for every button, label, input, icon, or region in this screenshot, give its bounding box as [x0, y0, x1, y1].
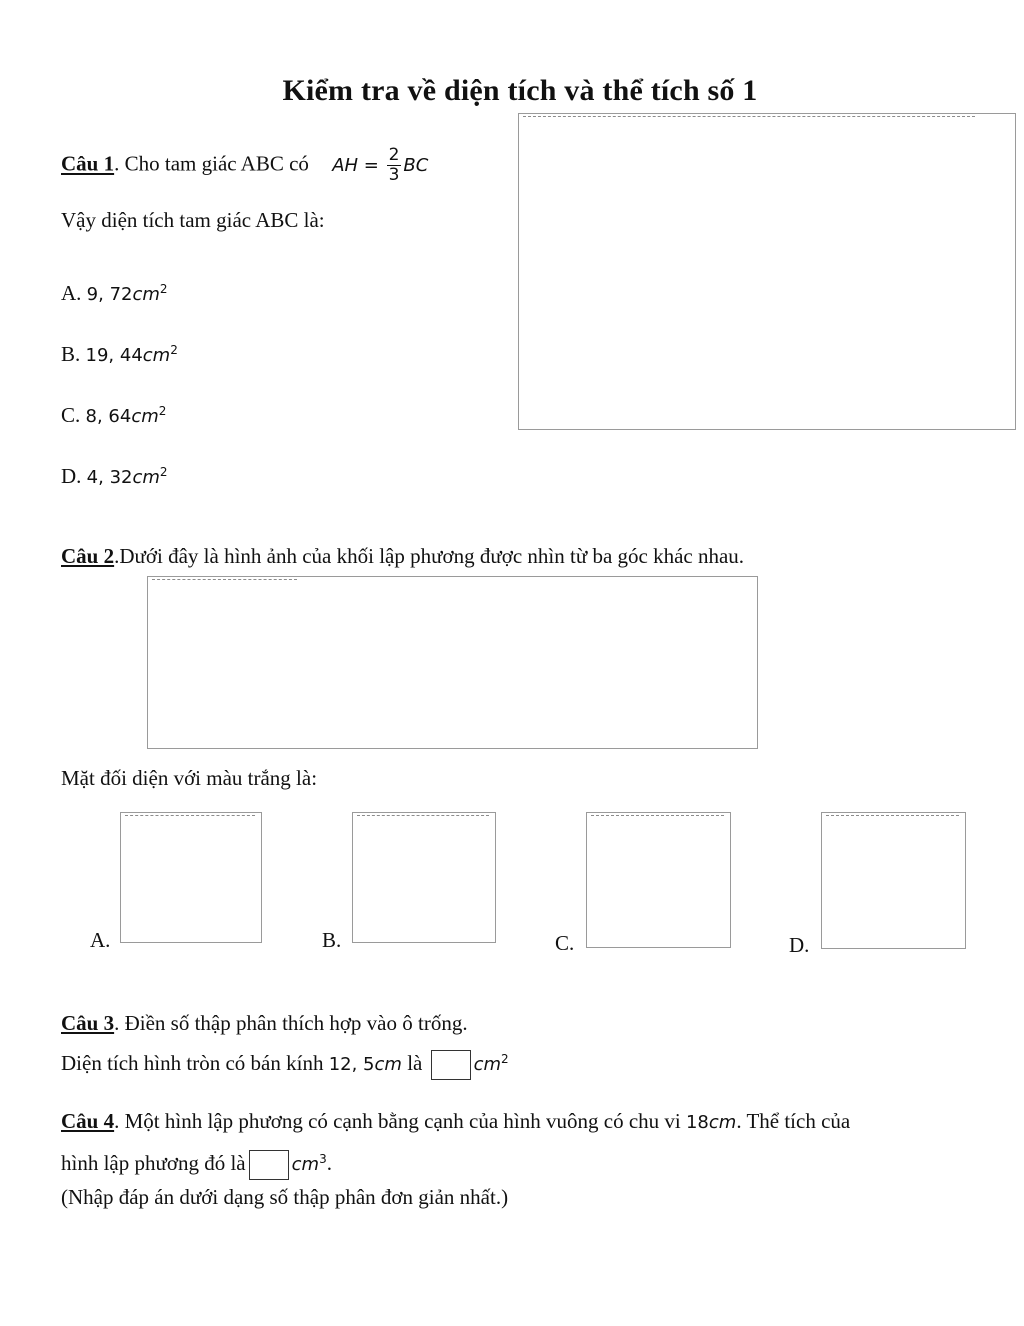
- q3-answer-input[interactable]: [431, 1050, 471, 1080]
- q3-radius: 12, 5cm: [328, 1054, 402, 1075]
- q1-formula-eq: =: [358, 154, 385, 176]
- q2-cube-views-image: [147, 576, 758, 749]
- q4-line2: [61, 1146, 332, 1180]
- q2-text: .Dưới đây là hình ảnh của khối lập phương được nhìn từ ba góc khác nhau.: [114, 544, 745, 568]
- option-letter: B.: [61, 342, 81, 366]
- q1-prompt: Vậy diện tích tam giác ABC là:: [61, 208, 325, 232]
- option-value: 4, $32cm^2$: [86, 465, 168, 488]
- q1-fraction: [387, 146, 402, 185]
- q3-line: [61, 1010, 468, 1036]
- q1-option-b[interactable]: [61, 337, 178, 369]
- option-value: 8, $64cm^2$: [85, 404, 167, 427]
- q1-text: . Cho tam giác ABC có: [114, 151, 309, 176]
- q2-option-c-letter: C.: [555, 931, 575, 955]
- q4-label: Câu 4: [61, 1109, 115, 1133]
- q2-option-a-letter: A.: [90, 928, 111, 952]
- page-title: Kiểm tra về diện tích và thể tích số 1: [282, 74, 758, 107]
- q2-option-b-image[interactable]: [352, 812, 496, 943]
- q1-fraction-num: 2: [388, 145, 400, 165]
- q1-option-c[interactable]: [61, 398, 166, 430]
- q2-option-b-letter: B.: [322, 928, 342, 952]
- q3-unit: $cm^2$: [473, 1052, 509, 1075]
- q1-line: [61, 146, 428, 185]
- q2-option-d-letter: D.: [789, 933, 810, 957]
- q2-option-a-image[interactable]: [120, 812, 262, 943]
- q4-line2-text: hình lập phương đó là: [61, 1151, 246, 1175]
- q4-period: .: [326, 1151, 332, 1175]
- q3-text: . Điền số thập phân thích hợp vào ô trống.: [114, 1011, 468, 1035]
- q3-la: là: [401, 1051, 423, 1075]
- option-letter: C.: [61, 403, 81, 427]
- option-letter: D.: [61, 464, 82, 488]
- q4-text-end: . Thể tích của: [736, 1109, 851, 1133]
- q1-formula-right: BC: [403, 154, 429, 176]
- q3-label: Câu 3: [61, 1011, 115, 1035]
- q4-note: (Nhập đáp án dưới dạng số thập phân đơn giản nhất.): [61, 1185, 509, 1209]
- q4-line: [61, 1108, 850, 1136]
- q1-option-d[interactable]: [61, 459, 168, 491]
- q4-text: . Một hình lập phương có cạnh bằng cạnh của hình vuông có chu vi: [114, 1109, 686, 1133]
- q1-formula-left: AH: [332, 154, 359, 176]
- q3-line2: [61, 1046, 509, 1080]
- q2-option-c-image[interactable]: [586, 812, 731, 948]
- q1-fraction-den: 3: [388, 165, 400, 185]
- q4-answer-input[interactable]: [249, 1150, 289, 1180]
- q4-unit: $cm^3$: [291, 1152, 327, 1175]
- q2-label: Câu 2: [61, 544, 115, 568]
- q1-label: Câu 1: [61, 151, 115, 176]
- option-value: 9, $72cm^2$: [86, 282, 168, 305]
- option-letter: A.: [61, 281, 82, 305]
- q4-perimeter: 18cm: [685, 1112, 737, 1133]
- q2-option-d-image[interactable]: [821, 812, 966, 949]
- option-value: 19, $44cm^2$: [85, 343, 178, 366]
- q1-option-a[interactable]: [61, 276, 168, 308]
- q2-prompt: Mặt đối diện với màu trắng là:: [61, 766, 318, 790]
- q2-line: [61, 543, 744, 569]
- q1-triangle-image: [518, 113, 1016, 430]
- q3-line2-text: Diện tích hình tròn có bán kính: [61, 1051, 329, 1075]
- q1-formula: [332, 145, 429, 185]
